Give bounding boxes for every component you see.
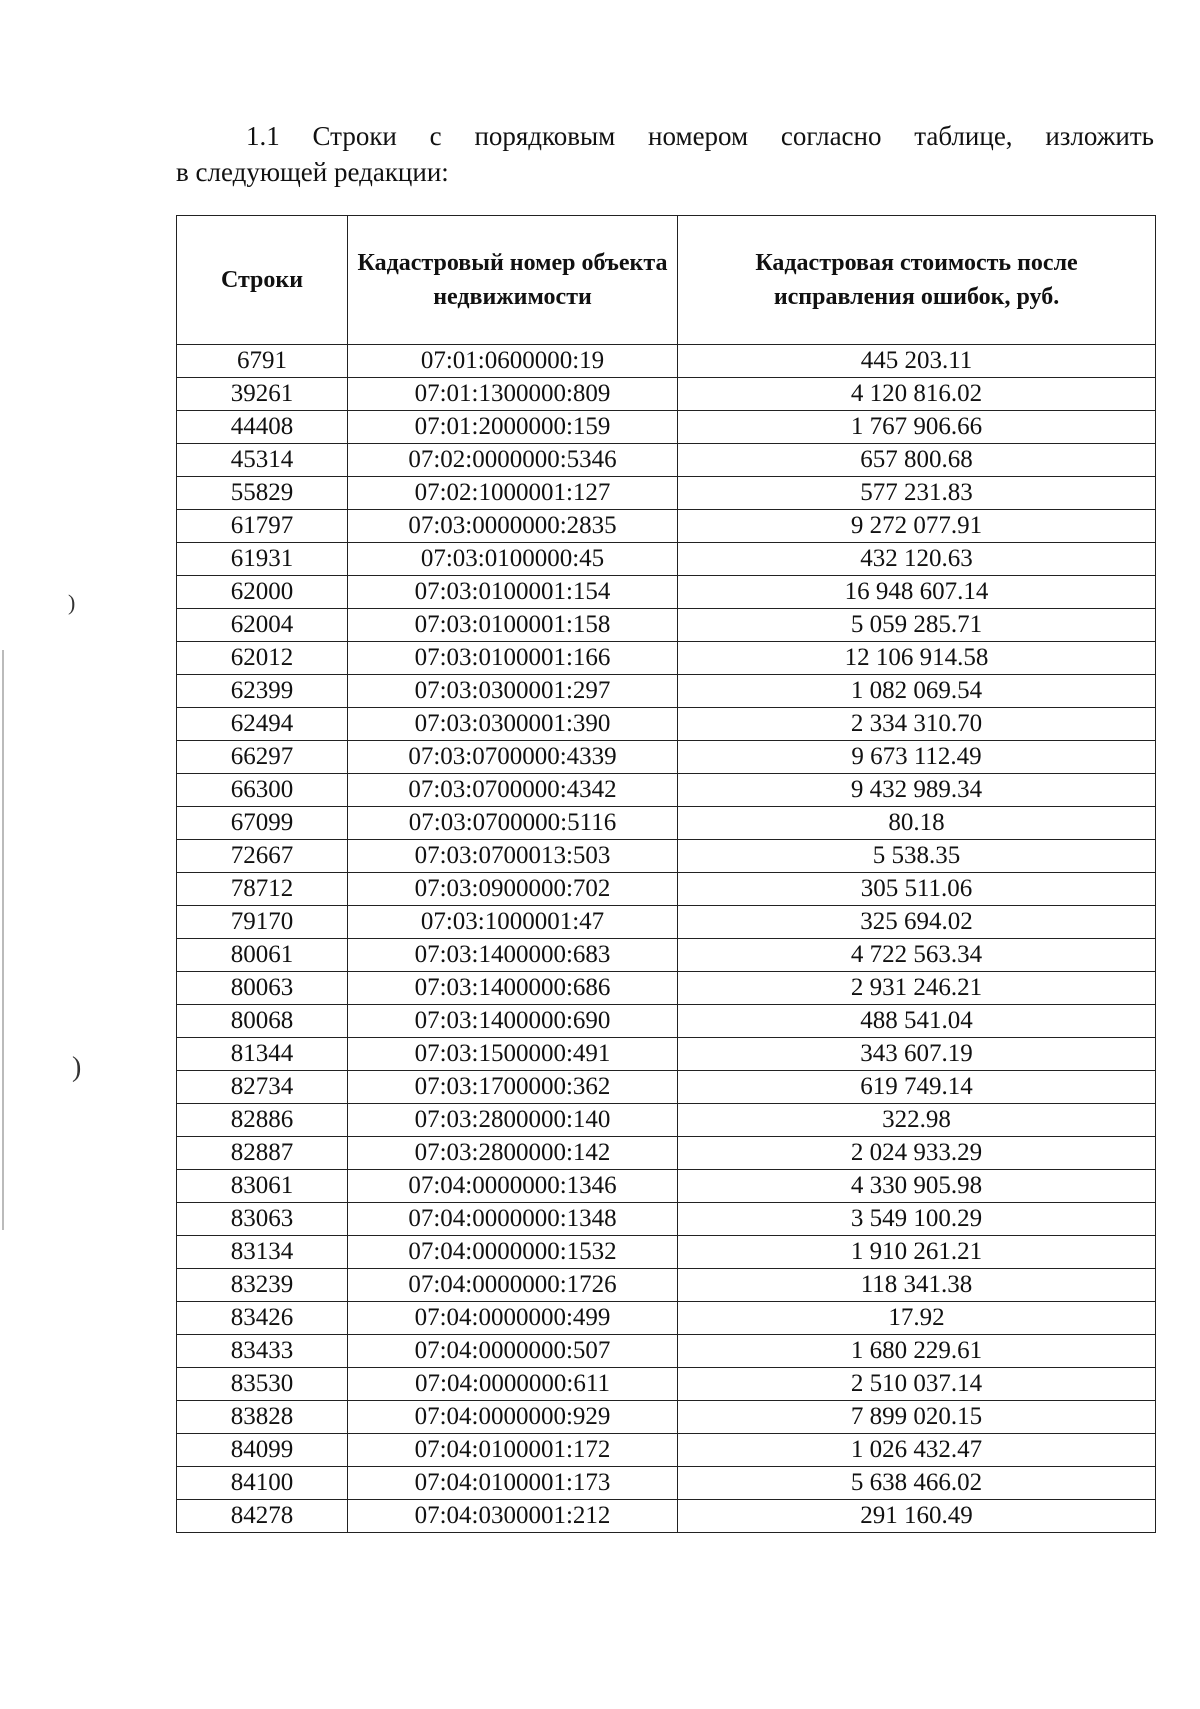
table-row [177,1368,1156,1401]
row-number-cell: 83433 [177,1335,348,1368]
table-row [177,1401,1156,1434]
intro-line-1 [176,118,1154,154]
cadastral-value-cell: 9 272 077.91 [678,510,1156,543]
intro-word: Строки [312,121,397,151]
cadastral-number-cell: 07:03:0700000:5116 [348,807,678,840]
cadastral-number-cell: 07:04:0000000:507 [348,1335,678,1368]
cadastral-value-cell: 2 024 933.29 [678,1137,1156,1170]
cadastral-number-cell: 07:03:0300001:390 [348,708,678,741]
table-row [177,609,1156,642]
table-row [177,1005,1156,1038]
cadastral-value-cell: 343 607.19 [678,1038,1156,1071]
cadastral-value-cell: 657 800.68 [678,444,1156,477]
row-number-cell: 80068 [177,1005,348,1038]
row-number-cell: 82734 [177,1071,348,1104]
row-number-cell: 84278 [177,1500,348,1533]
cadastral-number-cell: 07:03:0100001:166 [348,642,678,675]
table-row [177,378,1156,411]
cadastral-number-cell: 07:04:0000000:499 [348,1302,678,1335]
cadastral-number-cell: 07:04:0000000:1348 [348,1203,678,1236]
table-row [177,345,1156,378]
cadastral-number-cell: 07:01:1300000:809 [348,378,678,411]
cadastral-number-cell: 07:04:0000000:1532 [348,1236,678,1269]
row-number-cell: 83828 [177,1401,348,1434]
cadastral-table [176,215,1156,1533]
row-number-cell: 72667 [177,840,348,873]
cadastral-value-cell: 80.18 [678,807,1156,840]
cadastral-value-cell: 118 341.38 [678,1269,1156,1302]
cadastral-value-cell: 16 948 607.14 [678,576,1156,609]
cadastral-value-cell: 4 722 563.34 [678,939,1156,972]
cadastral-value-cell: 488 541.04 [678,1005,1156,1038]
table-row [177,972,1156,1005]
row-number-cell: 61931 [177,543,348,576]
table-row [177,1038,1156,1071]
table-body [177,345,1156,1533]
cadastral-number-cell: 07:03:0100001:154 [348,576,678,609]
cadastral-value-cell: 2 931 246.21 [678,972,1156,1005]
cadastral-value-cell: 1 026 432.47 [678,1434,1156,1467]
table-row [177,741,1156,774]
cadastral-number-cell: 07:03:1400000:686 [348,972,678,1005]
row-number-cell: 62012 [177,642,348,675]
cadastral-value-cell: 1 082 069.54 [678,675,1156,708]
cadastral-value-cell: 432 120.63 [678,543,1156,576]
row-number-cell: 66297 [177,741,348,774]
cadastral-value-cell: 445 203.11 [678,345,1156,378]
cadastral-number-cell: 07:03:0700000:4339 [348,741,678,774]
intro-word: номером [648,121,749,151]
cadastral-value-cell: 619 749.14 [678,1071,1156,1104]
cadastral-number-cell: 07:03:1700000:362 [348,1071,678,1104]
table-row [177,543,1156,576]
table-row [177,576,1156,609]
cadastral-value-cell: 5 059 285.71 [678,609,1156,642]
cadastral-number-cell: 07:03:2800000:142 [348,1137,678,1170]
cadastral-value-cell: 5 538.35 [678,840,1156,873]
row-number-cell: 55829 [177,477,348,510]
row-number-cell: 45314 [177,444,348,477]
header-cadastral-number: Кадастровый номер объекта недвижимости [348,216,678,345]
row-number-cell: 82886 [177,1104,348,1137]
table-row [177,1137,1156,1170]
table-row [177,774,1156,807]
intro-word: таблице, [914,121,1013,151]
row-number-cell: 62494 [177,708,348,741]
row-number-cell: 83239 [177,1269,348,1302]
cadastral-value-cell: 4 120 816.02 [678,378,1156,411]
cadastral-value-cell: 577 231.83 [678,477,1156,510]
table-row [177,1500,1156,1533]
cadastral-number-cell: 07:03:0700013:503 [348,840,678,873]
cadastral-value-cell: 12 106 914.58 [678,642,1156,675]
cadastral-number-cell: 07:03:0700000:4342 [348,774,678,807]
table-row [177,1071,1156,1104]
row-number-cell: 61797 [177,510,348,543]
cadastral-number-cell: 07:04:0000000:611 [348,1368,678,1401]
cadastral-number-cell: 07:01:0600000:19 [348,345,678,378]
intro-word: с [429,121,442,151]
row-number-cell: 84099 [177,1434,348,1467]
table-row [177,1203,1156,1236]
header-cadastral-value: Кадастровая стоимость после исправления ошибок, руб. [678,216,1156,345]
cadastral-number-cell: 07:04:0000000:929 [348,1401,678,1434]
cadastral-value-cell: 305 511.06 [678,873,1156,906]
cadastral-number-cell: 07:03:1400000:683 [348,939,678,972]
row-number-cell: 44408 [177,411,348,444]
header-rows: Строки [177,216,348,345]
cadastral-number-cell: 07:01:2000000:159 [348,411,678,444]
row-number-cell: 83530 [177,1368,348,1401]
table-row [177,939,1156,972]
row-number-cell: 39261 [177,378,348,411]
cadastral-value-cell: 1 910 261.21 [678,1236,1156,1269]
cadastral-number-cell: 07:02:0000000:5346 [348,444,678,477]
table-row [177,1104,1156,1137]
row-number-cell: 82887 [177,1137,348,1170]
cadastral-number-cell: 07:03:0100001:158 [348,609,678,642]
row-number-cell: 83134 [177,1236,348,1269]
table-row [177,411,1156,444]
table-row [177,1467,1156,1500]
cadastral-value-cell: 17.92 [678,1302,1156,1335]
intro-word: изложить [1045,121,1154,151]
cadastral-value-cell: 1 680 229.61 [678,1335,1156,1368]
cadastral-number-cell: 07:03:0900000:702 [348,873,678,906]
row-number-cell: 62004 [177,609,348,642]
row-number-cell: 81344 [177,1038,348,1071]
cadastral-number-cell: 07:03:0300001:297 [348,675,678,708]
cadastral-value-cell: 1 767 906.66 [678,411,1156,444]
table-row [177,1434,1156,1467]
intro-line-2: в следующей редакции: [176,157,449,187]
table-row [177,510,1156,543]
row-number-cell: 83426 [177,1302,348,1335]
row-number-cell: 79170 [177,906,348,939]
margin-mark: ) [72,1052,82,1083]
cadastral-number-cell: 07:02:1000001:127 [348,477,678,510]
cadastral-value-cell: 9 673 112.49 [678,741,1156,774]
table-row [177,1302,1156,1335]
intro-paragraph [176,118,1154,190]
intro-word: порядковым [474,121,616,151]
cadastral-value-cell: 3 549 100.29 [678,1203,1156,1236]
cadastral-number-cell: 07:03:1500000:491 [348,1038,678,1071]
cadastral-value-cell: 322.98 [678,1104,1156,1137]
cadastral-value-cell: 2 334 310.70 [678,708,1156,741]
cadastral-value-cell: 2 510 037.14 [678,1368,1156,1401]
cadastral-number-cell: 07:04:0000000:1346 [348,1170,678,1203]
table-row [177,642,1156,675]
cadastral-value-cell: 291 160.49 [678,1500,1156,1533]
cadastral-number-cell: 07:04:0100001:173 [348,1467,678,1500]
table-row [177,444,1156,477]
row-number-cell: 62000 [177,576,348,609]
cadastral-number-cell: 07:03:0100000:45 [348,543,678,576]
row-number-cell: 80063 [177,972,348,1005]
cadastral-number-cell: 07:03:1400000:690 [348,1005,678,1038]
cadastral-number-cell: 07:04:0000000:1726 [348,1269,678,1302]
cadastral-number-cell: 07:04:0100001:172 [348,1434,678,1467]
table-row [177,1236,1156,1269]
table-row [177,840,1156,873]
row-number-cell: 67099 [177,807,348,840]
row-number-cell: 6791 [177,345,348,378]
cadastral-number-cell: 07:03:1000001:47 [348,906,678,939]
row-number-cell: 66300 [177,774,348,807]
cadastral-number-cell: 07:03:0000000:2835 [348,510,678,543]
table-row [177,477,1156,510]
table-row [177,1335,1156,1368]
row-number-cell: 83063 [177,1203,348,1236]
scan-edge-line [2,650,4,1230]
row-number-cell: 62399 [177,675,348,708]
cadastral-value-cell: 9 432 989.34 [678,774,1156,807]
cadastral-value-cell: 5 638 466.02 [678,1467,1156,1500]
row-number-cell: 80061 [177,939,348,972]
table-row [177,807,1156,840]
table-row [177,873,1156,906]
margin-mark: ) [68,590,76,615]
row-number-cell: 78712 [177,873,348,906]
cadastral-value-cell: 325 694.02 [678,906,1156,939]
table-row [177,708,1156,741]
table-row [177,675,1156,708]
cadastral-value-cell: 4 330 905.98 [678,1170,1156,1203]
cadastral-number-cell: 07:04:0300001:212 [348,1500,678,1533]
intro-word: согласно [780,121,882,151]
row-number-cell: 84100 [177,1467,348,1500]
table-row [177,1269,1156,1302]
row-number-cell: 83061 [177,1170,348,1203]
table-row [177,1170,1156,1203]
cadastral-value-cell: 7 899 020.15 [678,1401,1156,1434]
table-header-row [177,216,1156,345]
intro-word: 1.1 [246,121,280,151]
table-row [177,906,1156,939]
cadastral-number-cell: 07:03:2800000:140 [348,1104,678,1137]
